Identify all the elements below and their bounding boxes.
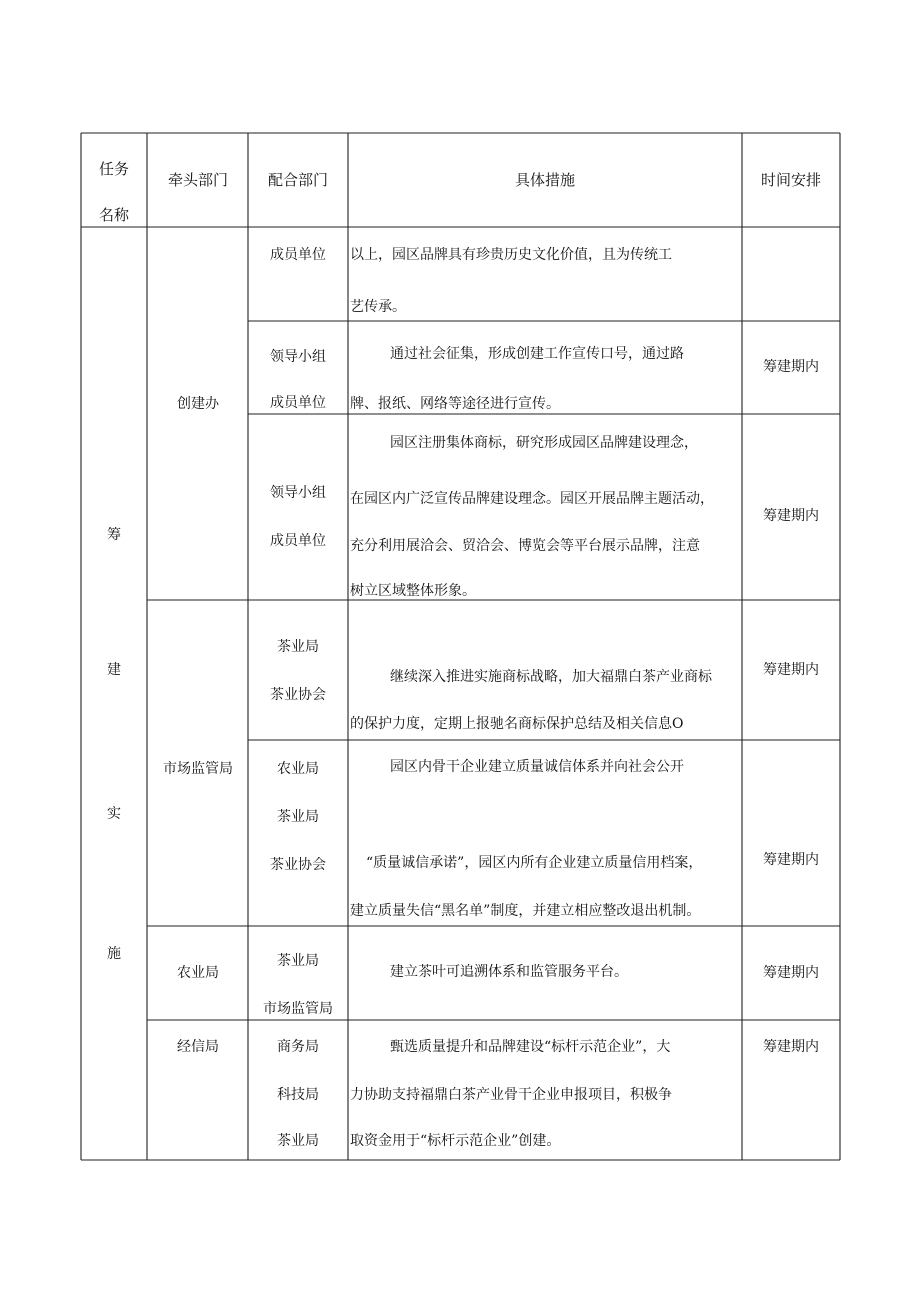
schedule: 筹建期内 bbox=[763, 508, 819, 524]
measure-line: 充分利用展洽会、贸洽会、博览会等平台展示品牌，注意 bbox=[350, 538, 700, 554]
measure-line: 建立质量失信“黑名单”制度，并建立相应整改退出机制。 bbox=[350, 903, 701, 919]
measure-line: 以上，园区品牌具有珍贵历史文化价值，且为传统工 bbox=[350, 247, 672, 263]
lead-dept: 创建办 bbox=[177, 396, 219, 412]
header-task-name-line2: 名称 bbox=[98, 206, 130, 224]
measure-line: 在园区内广泛宣传品牌建设理念。园区开展品牌主题活动， bbox=[350, 491, 714, 507]
coop-dept: 成员单位 bbox=[270, 247, 326, 263]
measure-line: 牌、报纸、网络等途径进行宣传。 bbox=[350, 396, 560, 412]
coop-dept: 成员单位 bbox=[270, 395, 326, 411]
measure-line: 艺传承。 bbox=[350, 299, 406, 315]
coop-dept: 市场监管局 bbox=[263, 1001, 333, 1017]
header-lead-dept: 牵头部门 bbox=[167, 171, 229, 189]
coop-dept: 茶业协会 bbox=[270, 857, 326, 873]
lead-dept: 市场监管局 bbox=[163, 761, 233, 777]
task-char: 施 bbox=[107, 946, 121, 962]
coop-dept: 商务局 bbox=[277, 1039, 319, 1055]
schedule: 筹建期内 bbox=[763, 1039, 819, 1055]
measure-line: 园区内骨干企业建立质量诚信体系并向社会公开 bbox=[390, 759, 684, 775]
coop-dept: 茶业局 bbox=[277, 953, 319, 969]
task-char: 筹 bbox=[107, 527, 121, 543]
coop-dept: 茶业局 bbox=[277, 1133, 319, 1149]
header-task-name-line1: 任务 bbox=[98, 160, 130, 178]
measure-line: 建立茶叶可追溯体系和监管服务平台。 bbox=[390, 964, 628, 980]
measure-line: 树立区域整体形象。 bbox=[350, 583, 476, 599]
header-coop-dept: 配合部门 bbox=[267, 171, 329, 189]
schedule: 筹建期内 bbox=[763, 852, 819, 868]
measure-line: 通过社会征集，形成创建工作宣传口号，通过路 bbox=[390, 346, 684, 362]
measure-line: 园区注册集体商标，研究形成园区品牌建设理念， bbox=[390, 435, 698, 451]
lead-dept: 经信局 bbox=[177, 1039, 219, 1055]
task-char: 实 bbox=[107, 806, 121, 822]
coop-dept: 茶业协会 bbox=[270, 687, 326, 703]
measure-line: 继续深入推进实施商标战略，加大福鼎白茶产业商标 bbox=[390, 669, 712, 685]
coop-dept: 茶业局 bbox=[277, 639, 319, 655]
measure-line: 甄选质量提升和品牌建设“标杆示范企业”，大 bbox=[390, 1039, 671, 1055]
measure-line: “质量诚信承诺”，园区内所有企业建立质量信用档案， bbox=[366, 855, 703, 871]
lead-dept: 农业局 bbox=[177, 965, 219, 981]
coop-dept: 农业局 bbox=[277, 761, 319, 777]
coop-dept: 科技局 bbox=[277, 1087, 319, 1103]
coop-dept: 茶业局 bbox=[277, 809, 319, 825]
measure-line: 的保护力度，定期上报驰名商标保护总结及相关信息O bbox=[350, 716, 684, 732]
measure-line: 力协助支持福鼎白茶产业骨干企业申报项目，积极争 bbox=[350, 1087, 672, 1103]
schedule: 筹建期内 bbox=[763, 965, 819, 981]
header-measures: 具体措施 bbox=[514, 171, 576, 189]
schedule: 筹建期内 bbox=[763, 662, 819, 678]
coop-dept: 领导小组 bbox=[270, 349, 326, 365]
measure-line: 取资金用于“标杆示范企业”创建。 bbox=[350, 1133, 561, 1149]
header-schedule: 时间安排 bbox=[760, 171, 822, 189]
task-char: 建 bbox=[107, 662, 121, 678]
coop-dept: 领导小组 bbox=[270, 485, 326, 501]
schedule: 筹建期内 bbox=[763, 359, 819, 375]
coop-dept: 成员单位 bbox=[270, 533, 326, 549]
